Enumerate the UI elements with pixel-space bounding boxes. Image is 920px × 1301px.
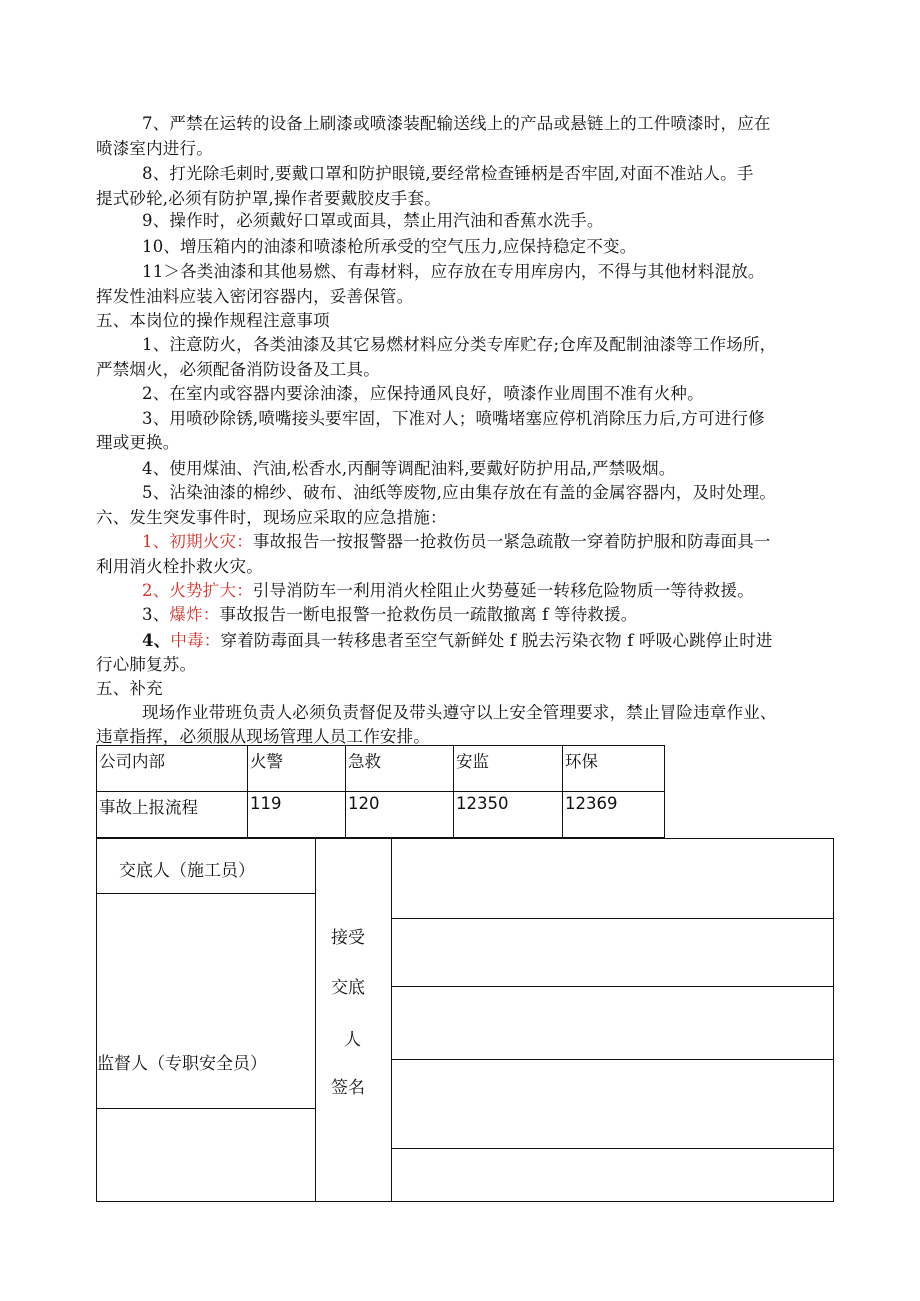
para-11-line2: 挥发性油料应装入密闭容器内，妥善保管。 (96, 287, 414, 306)
table-cell: 火警 (248, 746, 346, 792)
emergency-2-number: 2、 (142, 581, 170, 600)
receiver-label-4: 签名 (331, 1078, 365, 1098)
section-6-heading: 六、发生突发事件时，现场应采取的应急措施： (96, 508, 447, 527)
emergency-1-label: 1、初期火灾： (142, 532, 253, 551)
s5-item5: 5、沾染油漆的棉纱、破布、油纸等废物,应由集存放在有盖的金属容器内，及时处理。 (142, 483, 777, 502)
s5-item3-line1: 3、用喷砂除锈,喷嘴接头要牢固，下准对人；喷嘴堵塞应停机消除压力后,方可进行修 (142, 409, 765, 428)
signature-slot-5[interactable] (392, 1149, 833, 1201)
table-cell: 急救 (346, 746, 454, 792)
table-cell: 120 (346, 792, 454, 838)
emergency-1-cont: 利用消火栓扑救火灾。 (96, 557, 263, 576)
supervisor-label: 监督人（专职安全员） (97, 1054, 267, 1074)
receiver-label-2: 交底 (331, 978, 365, 998)
table-cell: 12369 (563, 792, 665, 838)
s5-item4: 4、使用煤油、汽油,松香水,丙酮等调配油料,要戴好防护用品,严禁吸烟。 (142, 459, 676, 478)
signature-slot-2[interactable] (392, 919, 833, 986)
emergency-1 (142, 531, 842, 553)
table-cell: 119 (248, 792, 346, 838)
signature-slot-4[interactable] (392, 1060, 833, 1148)
table-cell: 环保 (563, 746, 665, 792)
divider (97, 1108, 315, 1109)
emergency-3-label: 爆炸： (169, 605, 220, 624)
divider (97, 893, 315, 894)
para-9: 9、操作时，必须戴好口罩或面具，禁止用汽油和香蕉水洗手。 (142, 211, 604, 230)
emergency-4-label: 中毒： (170, 631, 221, 650)
table-cell: 事故上报流程 (97, 792, 248, 838)
table-row (97, 746, 665, 792)
para-7-line2: 喷漆室内进行。 (96, 139, 213, 158)
emergency-4 (142, 630, 842, 652)
presenter-label: 交底人（施工员） (119, 861, 255, 881)
emergency-2 (142, 580, 842, 602)
table-row (97, 792, 665, 838)
signature-slot-1[interactable] (392, 839, 833, 918)
emergency-2-label: 火势扩大： (169, 581, 253, 600)
table-cell: 安监 (454, 746, 563, 792)
supplement-line1: 现场作业带班负责人必须负责督促及带头遵守以上安全管理要求，禁止冒险违章作业、 (142, 703, 777, 722)
s5-item3-line2: 理或更换。 (96, 433, 180, 452)
emergency-4-number: 4、 (142, 631, 171, 650)
emergency-3-text: 事故报告一断电报警一抢救伤员一疏散撤离 f 等待救援。 (219, 605, 638, 624)
emergency-3 (142, 604, 842, 626)
emergency-1-text: 事故报告一按报警器一抢救伤员一紧急疏散一穿着防护服和防毒面具一 (252, 532, 771, 551)
para-11-line1: 11＞各类油漆和其他易燃、有毒材料，应存放在专用库房内，不得与其他材料混放。 (142, 262, 765, 281)
supplement-heading: 五、补充 (96, 679, 163, 698)
emergency-2-text: 引导消防车一利用消火栓阻止火势蔓延一转移危险物质一等待救援。 (252, 581, 754, 600)
para-10: 10、增压箱内的油漆和喷漆枪所承受的空气压力,应保持稳定不变。 (142, 237, 637, 256)
s5-item1-line2: 严禁烟火，必须配备消防设备及工具。 (96, 360, 380, 379)
s5-item1-line1: 1、注意防火，各类油漆及其它易燃材料应分类专库贮存;仓库及配制油漆等工作场所， (142, 335, 777, 354)
signoff-table (96, 838, 834, 1202)
emergency-4-text: 穿着防毒面具一转移患者至空气新鲜处 f 脱去污染衣物 f 呼吸心跳停止时进 (220, 631, 773, 650)
para-7-line1: 7、严禁在运转的设备上刷漆或喷漆装配输送线上的产品或悬链上的工件喷漆时，应在 (142, 114, 771, 133)
emergency-contacts-table (96, 745, 665, 838)
signature-slot-3[interactable] (392, 987, 833, 1059)
receiver-label-1: 接受 (331, 928, 365, 948)
receiver-label-3: 人 (344, 1030, 361, 1050)
supplement-line2: 违章指挥，必须服从现场管理人员工作安排。 (96, 727, 430, 746)
para-8-line1: 8、打光除毛刺时,要戴口罩和防护眼镜,要经常检查锤柄是否牢固,对面不准站人。手 (142, 164, 754, 183)
emergency-4-cont: 行心肺复苏。 (96, 655, 197, 674)
table-cell: 公司内部 (97, 746, 248, 792)
section-5-heading: 五、本岗位的操作规程注意事项 (96, 311, 330, 330)
table-cell: 12350 (454, 792, 563, 838)
para-8-line2: 提式砂轮,必须有防护罩,操作者要戴胶皮手套。 (96, 189, 441, 208)
emergency-3-number: 3、 (142, 605, 170, 624)
s5-item2: 2、在室内或容器内要涂油漆，应保持通风良好，喷漆作业周围不准有火种。 (142, 384, 704, 403)
divider (315, 839, 316, 1201)
